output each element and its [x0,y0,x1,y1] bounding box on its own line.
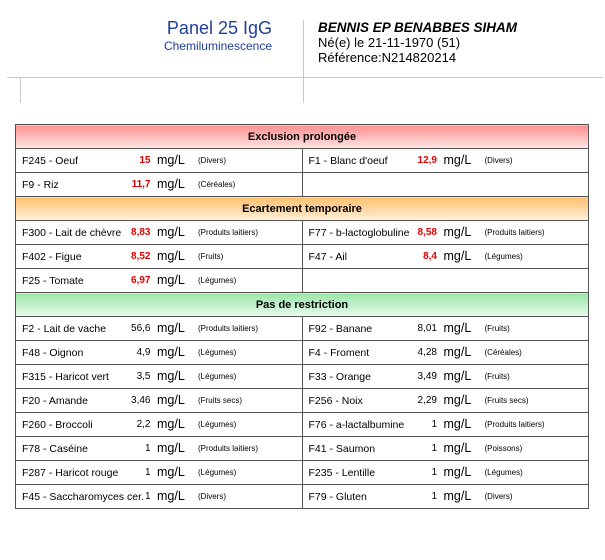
result-row [16,245,589,269]
allergen-category: (Poissons) [484,444,523,453]
allergen-unit: mg/L [443,489,472,503]
allergen-category: (Légumes) [198,348,237,357]
allergen-name: F287 - Haricot rouge [22,467,119,479]
allergen-category: (Produits laitiers) [198,324,259,333]
result-cell [16,461,303,485]
allergen-value: 1 [144,443,151,454]
lab-panel-header [60,18,272,54]
allergen-category: (Produits laitiers) [198,444,259,453]
allergen-value: 8,52 [131,251,151,262]
allergen-category: (Fruits secs) [198,396,242,405]
allergen-unit: mg/L [157,273,185,287]
allergen-name: F2 - Lait de vache [22,323,107,335]
allergen-name: F300 - Lait de chèvre [22,227,122,239]
allergen-unit: mg/L [443,345,472,359]
result-cell [302,221,589,245]
allergen-unit: mg/L [443,465,472,479]
result-cell [16,245,303,269]
allergen-name: F78 - Caséine [22,443,88,455]
section-header-row [16,197,589,221]
allergen-value: 15 [139,155,151,166]
result-row [16,365,589,389]
result-cell [16,365,303,389]
result-cell [16,317,303,341]
result-cell [16,149,303,173]
allergen-category: (Fruits) [198,252,224,261]
result-cell [302,317,589,341]
empty-cell [302,173,589,197]
result-row [16,413,589,437]
allergen-category: (Céréales) [198,180,236,189]
result-cell [302,413,589,437]
result-cell [16,269,303,293]
allergen-value: 1 [431,443,437,454]
section-header-row [16,293,589,317]
allergen-category: (Légumes) [484,252,523,261]
allergen-category: (Légumes) [198,276,237,285]
allergen-value: 11,7 [131,179,151,190]
result-cell [16,173,303,197]
allergen-value: 4,28 [417,347,437,358]
allergen-category: (Légumes) [484,468,523,477]
allergen-unit: mg/L [157,177,185,191]
allergen-unit: mg/L [443,369,472,383]
allergen-unit: mg/L [157,249,185,263]
allergen-name: F25 - Tomate [22,275,84,287]
result-cell [302,437,589,461]
allergen-name: F79 - Gluten [308,491,367,503]
allergen-value: 1 [431,467,437,478]
allergen-unit: mg/L [157,225,185,239]
result-row [16,173,589,197]
result-cell [302,485,589,509]
allergen-unit: mg/L [443,153,472,167]
result-cell [16,341,303,365]
allergen-name: F235 - Lentille [308,467,376,479]
result-cell [16,389,303,413]
allergen-name: F20 - Amande [22,395,88,407]
allergen-category: (Divers) [198,156,226,165]
allergen-name: F76 - a-lactalbumine [308,419,405,431]
allergen-unit: mg/L [443,393,472,407]
allergen-unit: mg/L [157,369,185,383]
header-rule [7,77,603,78]
allergen-name: F47 - Ail [308,251,348,263]
allergen-name: F4 - Froment [308,347,370,359]
section-header-row [16,125,589,149]
section-header: Pas de restriction [16,293,589,317]
result-row [16,341,589,365]
results-table [15,124,589,509]
result-row [16,269,589,293]
allergen-category: (Divers) [198,492,226,501]
allergen-category: (Céréales) [484,348,522,357]
allergen-name: F315 - Haricot vert [22,371,109,383]
result-cell [302,149,589,173]
result-row [16,149,589,173]
header-divider [303,20,304,103]
allergen-name: F77 - b-lactoglobuline [308,227,410,239]
allergen-category: (Fruits secs) [484,396,529,405]
allergen-value: 2,2 [136,419,151,430]
allergen-value: 56,6 [131,323,151,334]
allergen-unit: mg/L [157,345,185,359]
allergen-category: (Légumes) [198,468,237,477]
allergen-name: F33 - Orange [308,371,371,383]
patient-info [318,20,517,65]
patient-birth: Né(e) le 21-11-1970 (51) [318,35,461,50]
section-header: Exclusion prolongée [16,125,589,149]
allergen-unit: mg/L [157,393,185,407]
allergen-category: (Divers) [484,492,513,501]
allergen-value: 1 [144,491,151,502]
allergen-unit: mg/L [157,441,185,455]
panel-title: Panel 25 IgG [166,18,272,38]
allergen-name: F9 - Riz [22,179,59,191]
result-cell [302,245,589,269]
allergen-value: 1 [431,491,437,502]
allergen-name: F245 - Oeuf [22,155,79,167]
allergen-name: F92 - Banane [308,323,373,335]
allergen-value: 4,9 [136,347,151,358]
empty-cell [302,269,589,293]
patient-name: BENNIS EP BENABBES SIHAM [318,20,518,35]
allergen-category: (Fruits) [484,372,510,381]
allergen-unit: mg/L [443,321,472,335]
allergen-unit: mg/L [157,489,185,503]
allergen-name: F45 - Saccharomyces cer. [22,491,144,503]
allergen-unit: mg/L [157,417,185,431]
result-row [16,389,589,413]
result-cell [16,413,303,437]
allergen-value: 8,83 [131,227,151,238]
result-cell [302,341,589,365]
allergen-value: 6,97 [131,275,151,286]
patient-reference: Référence:N214820214 [318,50,457,65]
allergen-name: F260 - Broccoli [22,419,93,431]
allergen-unit: mg/L [157,153,185,167]
allergen-value: 3,5 [136,371,151,382]
result-row [16,485,589,509]
allergen-value: 8,58 [417,227,437,238]
allergen-value: 1 [431,419,437,430]
allergen-name: F41 - Saumon [308,443,376,455]
allergen-unit: mg/L [157,321,185,335]
allergen-category: (Fruits) [484,324,510,333]
result-cell [16,437,303,461]
result-cell [16,485,303,509]
allergen-value: 3,46 [131,395,151,406]
allergen-name: F1 - Blanc d'oeuf [308,155,388,167]
result-cell [302,389,589,413]
allergen-value: 8,4 [423,251,437,262]
result-row [16,317,589,341]
result-row [16,221,589,245]
allergen-unit: mg/L [443,249,472,263]
allergen-unit: mg/L [443,417,472,431]
allergen-category: (Divers) [484,156,513,165]
result-cell [302,461,589,485]
allergen-name: F402 - Figue [22,251,82,263]
result-row [16,437,589,461]
allergen-name: F256 - Noix [308,395,363,407]
allergen-category: (Légumes) [198,420,237,429]
allergen-unit: mg/L [443,225,472,239]
result-row [16,461,589,485]
allergen-category: (Produits laitiers) [484,420,545,429]
allergen-value: 2,29 [417,395,437,406]
allergen-category: (Produits laitiers) [484,228,545,237]
allergen-value: 12,9 [417,155,437,166]
allergen-category: (Produits laitiers) [198,228,259,237]
allergen-unit: mg/L [157,465,185,479]
header-rule-tick [20,78,21,103]
section-header: Ecartement temporaire [16,197,589,221]
allergen-name: F48 - Oignon [22,347,84,359]
result-cell [302,365,589,389]
allergen-value: 8,01 [417,323,437,334]
allergen-unit: mg/L [443,441,472,455]
allergen-value: 1 [144,467,151,478]
allergen-category: (Légumes) [198,372,237,381]
result-cell [16,221,303,245]
allergen-value: 3,49 [417,371,437,382]
panel-method: Chemiluminescence [163,39,272,53]
